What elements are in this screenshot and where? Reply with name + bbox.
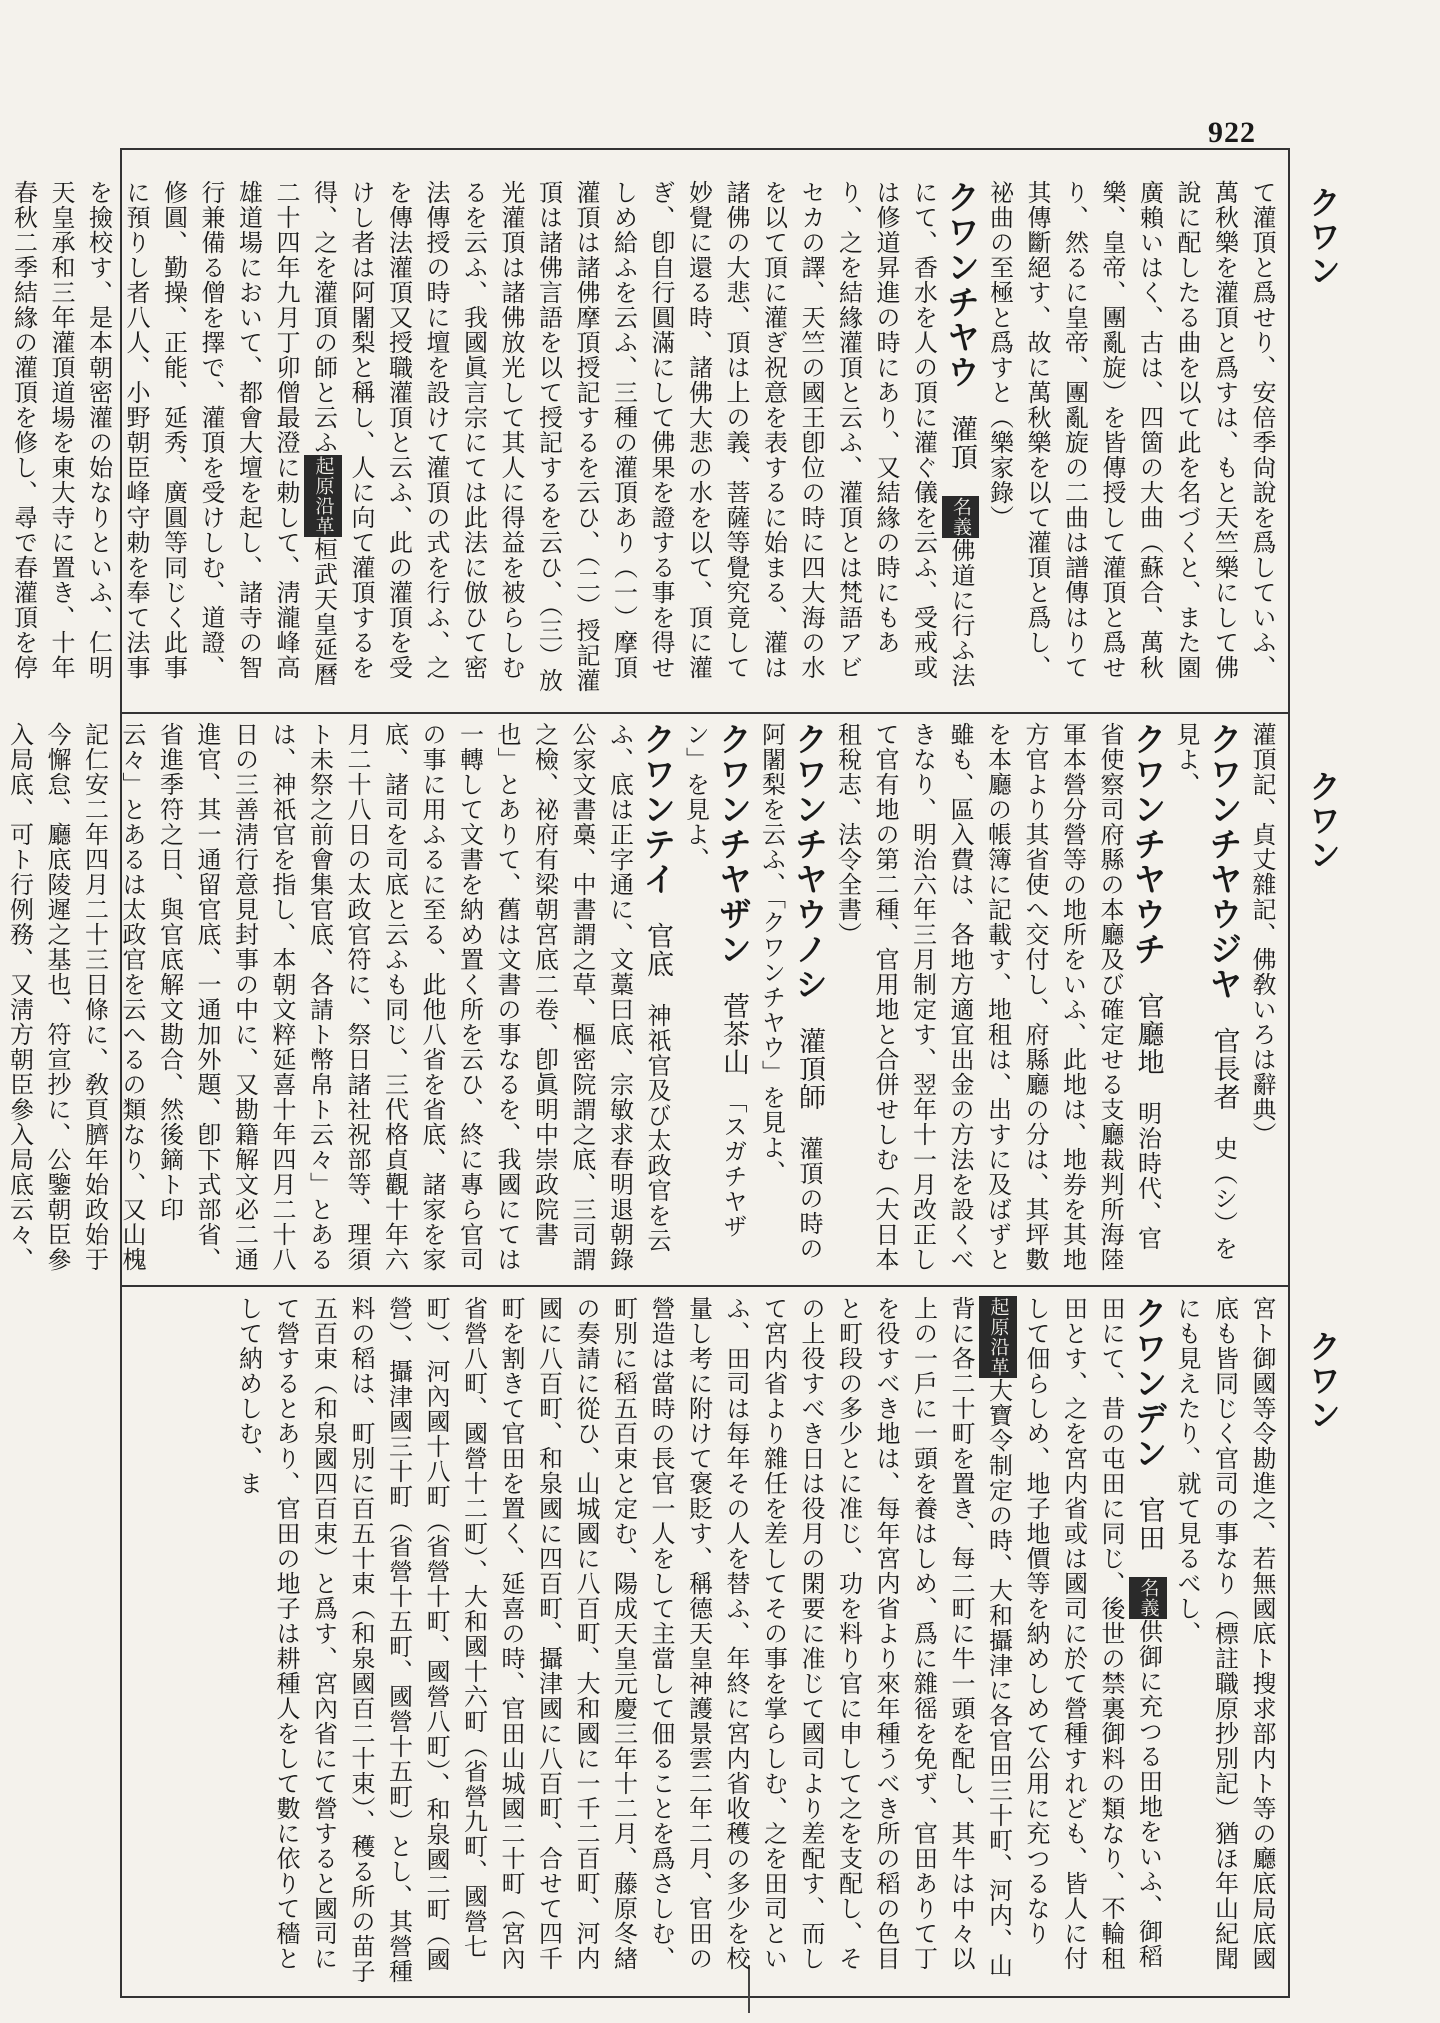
category-tag: 名義 — [1129, 1577, 1167, 1619]
section-side-label: クワン — [1304, 770, 1342, 872]
entry-body: 灌頂の時の阿闍梨を云ふ、「クワンチヤウ」を見よ、 — [757, 722, 823, 1261]
section-side-label: クワン — [1304, 186, 1342, 288]
section-2-continuation: 灌頂記、貞丈雜記、佛敎いろは辭典） — [1248, 722, 1276, 1147]
section-divider-2 — [120, 1285, 1290, 1287]
category-tag: 起原沿革 — [979, 1296, 1017, 1378]
entry-heading: クワンテイ — [638, 722, 677, 897]
page-number: 922 — [1208, 116, 1256, 149]
entry-term: 官田 — [1133, 1496, 1165, 1552]
entry-heading: クワンチヤウ — [942, 180, 981, 390]
entry-term: 灌頂 — [946, 415, 977, 471]
entry-term: 菅茶山 — [718, 992, 749, 1076]
section-2-text — [5, 722, 1280, 1274]
section-3-continuation: 宮ト御國等令勘進之、若無國底ト搜求部内ト等の廳底局底國底も皆同じく官司の事なり（標註職原抄別記）猶ほ年山紀聞にも見えたり、就て見るべし、 — [1173, 1296, 1276, 1971]
entry-term: 灌頂師 — [794, 1027, 825, 1111]
section-side-label: クワン — [1304, 1330, 1342, 1432]
section-1-continuation: て灌頂と爲せり、安倍季尙說を爲していふ、萬秋樂を灌頂と爲すは、もと天竺樂にして佛說に配したる曲を以て此を名づくと、また園廣賴いはく、古は、四箇の大曲（蘇合、萬秋樂、皇帝、團亂旋）を皆傳授して灌頂と爲せり、然るに皇帝、團亂旋の二曲は譜傳はりて其傳斷絕す、故に萬秋樂を以て灌頂と爲し、祕曲の至極と爲すと（樂家錄） — [985, 180, 1276, 680]
entry-term: 官廳地 — [1132, 992, 1164, 1076]
entry-term: 官底 — [642, 922, 673, 978]
section-divider-1 — [120, 712, 1290, 714]
entry-heading: クワンチヤウチ — [1128, 722, 1168, 967]
category-tag: 起原沿革 — [304, 455, 342, 537]
entry-body: 大寶令制定の時、大和攝津に各官田三十町、河内、山背に各二十町を置き、每二町に牛一頭を配し、其牛は中々以上の一戶に一頭を養はしめ、爲に雜徭を免ず、官田ありて丁を役すべき地は、每年宮内省より來年種うべき所の稻の色目と町段の多少とに准じ、功を料り官に申して之を支配し、その上役すべき日は役月の閑要に准じて國司より差配す、而して宮内省より雜任を差してその事を掌らしむ、之を田司といふ、田司は每年その人を替ふ、年終に宮内省收穫の多少を校量し考に附けて褒貶す、稱德天皇神護景雲二年二月、官田の營造は當時の長官一人をして主當して佃ることを爲さしむ、町別に稻五百束と定む、陽成天皇元慶三年十二月、藤原冬緖の奏請に從ひ、山城國に八百町、大和國に一千二百町、河内國に八百町、和泉國に四百町、攝津國に八百町、合せて四千町を割きて官田を置く、延喜の時、官田山城國二十町（宮內省營八町、國營十二町）、大和國十六町（省營九町、國營七町）、河內國十八町（省營十町、國營八町）、和泉國二町（國營）、攝津國三十町（省營十五町、國營十五町）とし、其營種料の稻は、町別に百五十束（和泉國百二十束）、穫る所の苗子五百束（和泉國四百束）と爲す、宮內省にて營すると國司にて營するとあり、官田の地子は耕種人をして數に依りて穡として納めしむ、ま — [234, 1296, 1013, 1984]
entry-heading: クワンチヤウジヤ — [1204, 722, 1244, 1002]
entry-body: 「スガチヤザン」を見よ、 — [681, 722, 747, 1239]
entry-body: 神祇官及び太政官を云ふ、底は正字通に、文藁曰底、宗敏求春明退朝錄公家文書槀、中書謂之草、樞密院謂之底、三司謂之檢、祕府有梁朝宮底二卷、卽眞明中崇政院書也」とありて、舊は文書の事なるを、我國にては一轉して文書を納め置く所を云ひ、終に專ら官司の事に用ふるに至る、此他八省を省底、諸家を家底、諸司を司底と云ふも同じ、三代格貞觀十年六月二十八日の太政官符に、祭日諸社祝部等、理須ト未祭之前會集官底、各請ト幣帛ト云々」とあるは、神祇官を指し、本朝文粹延喜十年四月二十八日の三善淸行意見封事の中に、又勘籍解文必二通進官、其一通留官底、一通加外題、卽下式部省、省進季符之日、與官底解文勘合、然後鏑ト印云々」とあるは太政官を云へるの類なり、又山槐記仁安二年四月二十三日條に、敎頁臍年始政始于今懈怠、廳底陵遲之基也、符宣抄に、公鑒朝臣參入局底、可ト行例務、又淸方朝臣參入局底云々、 — [5, 722, 671, 1272]
entry-term: 官長者 — [1208, 1027, 1240, 1111]
section-3-text — [128, 1296, 1280, 1986]
entry-heading: クワンデン — [1129, 1296, 1169, 1471]
entry-body: 佛道に行ふ法にて、香水を人の頂に灌ぐ儀を云ふ、受戒或は修道昇進の時にあり、又結緣の時にもあり、之を結緣灌頂と云ふ、灌頂とは梵語アビセカの譯、天竺の國王卽位の時に四大海の水を以て頂に灌ぎ祝意を表するに始まる、灌は諸佛の大悲、頂は上の義、菩薩等覺究竟して妙覺に還る時、諸佛大悲の水を以て、頂に灌ぎ、卽自行圓滿にして佛果を證する事を得せしめ給ふを云ふ、三種の灌頂あり（一）摩頂灌頂は諸佛摩頂授記するを云ひ、（二）授記灌頂は諸佛言語を以て授記するを云ひ、（三）放光灌頂は諸佛放光して其人に得益を被らしむるを云ふ、我國眞言宗にては此法に倣ひて密法傳授の時に壇を設けて灌頂の式を行ふ、之を傳法灌頂又授職灌頂と云ふ、此の灌頂を受けし者は阿闍梨と稱し、人に向て灌頂するを得、之を灌頂の師と云ふ — [309, 180, 975, 693]
section-1-text — [9, 180, 1280, 702]
entry-heading: クワンチヤザン — [714, 722, 753, 967]
category-tag: 名義 — [942, 496, 980, 538]
entry-body: 史（シ）を見よ、 — [1172, 722, 1238, 1261]
entry-body: 供御に充つる田地をいふ、御稻田にて、昔の屯田に同じ、後世の禁裏御料の類なり、不輪租田とす、之を宮内省或は國司に於て營種すれども、皆人に付して佃らしめ、地子地價等を納めしめて公用に充つるなり — [1022, 1296, 1163, 1971]
entry-body: 桓武天皇延曆二十四年九月丁卯僧最澄に勅して、淸瀧峰高雄道場において、都會大壇を起し、諸寺の智行兼備る僧を擇で、灌頂を受けしむ、道證、修圓、勤操、正能、延秀、廣圓等同じく此事に預りし者八人、小野朝臣峰守勅を奉て法事を撿校す、是本朝密灌の始なりといふ、仁明天皇承和三年灌頂道場を東大寺に置き、十年春秋二季結緣の灌頂を修し、尋で春灌頂を停 — [9, 180, 338, 687]
entry-heading: クワンチヤウノシ — [790, 722, 829, 1002]
entry-body: 明治時代、官省使察司府縣の本廳及び確定せる支廳裁判所海陸軍本營分營等の地所をいふ、此地は、地券を其地方官より其省使へ交付し、府縣廳の分は、其坪數を本廳の帳簿に記載す、地租は、出すに及ばずと雖も、區入費は、各地方適宜出金の方法を設くべきなり、明治六年三月制定す、翌年十一月改正して官有地の第二種、官用地と合併せしむ（大日本租稅志、法令全書） — [833, 722, 1162, 1272]
